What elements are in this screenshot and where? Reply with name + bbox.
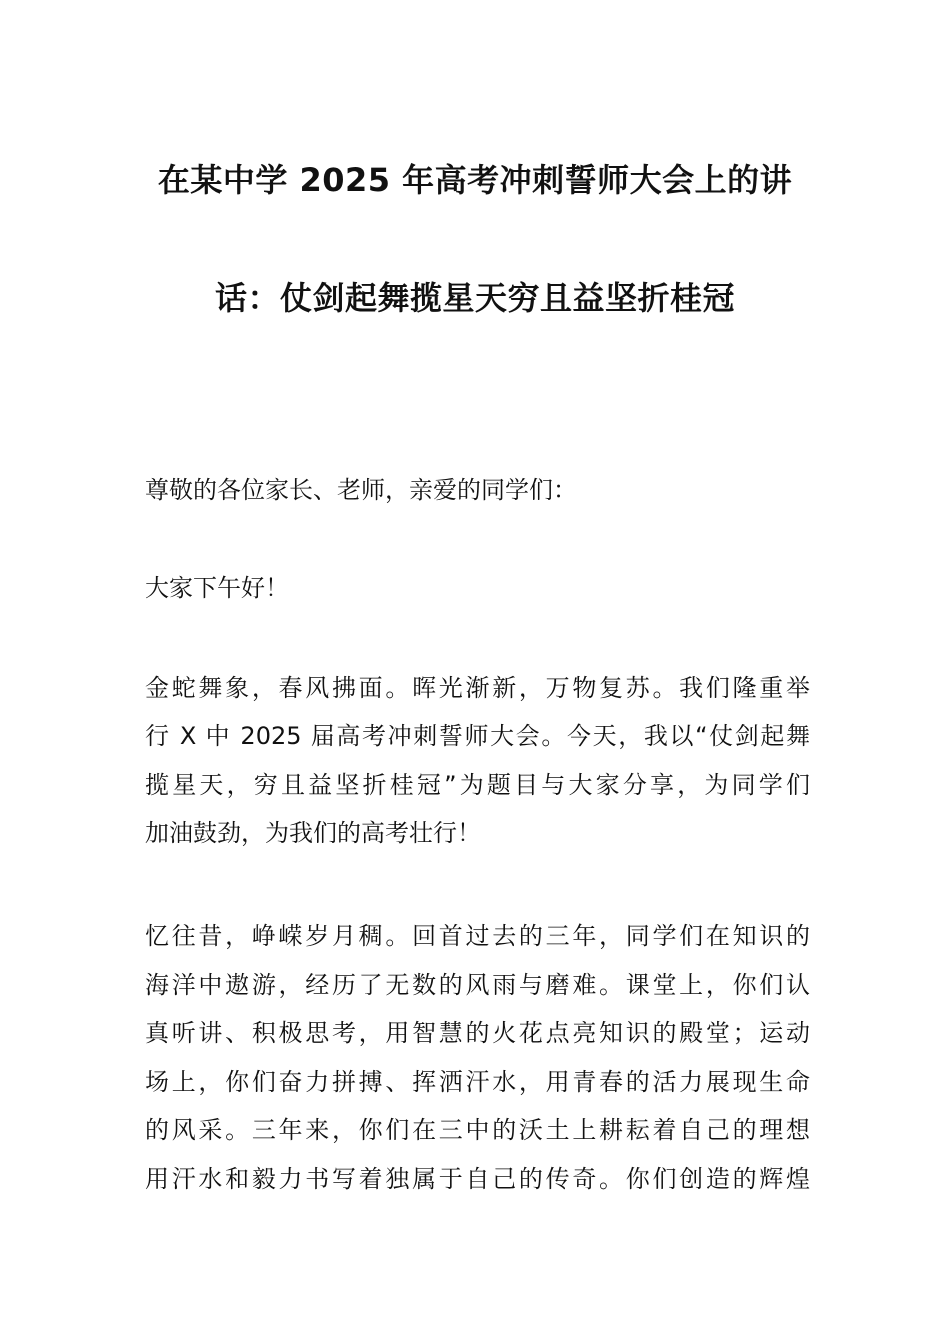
paragraph-1-line: 加油鼓劲，为我们的高考壮行！ [145,819,481,847]
paragraph-2-line: 用汗水和毅力书写着独属于自己的传奇。你们创造的辉煌 [145,1165,810,1193]
paragraph-1-line: 行 X 中 2025 届高考冲刺誓师大会。今天，我以“仗剑起舞 [145,722,810,750]
paragraph-2-line: 真听讲、积极思考，用智慧的火花点亮知识的殿堂；运动 [145,1019,810,1047]
greeting: 尊敬的各位家长、老师，亲爱的同学们： [145,476,577,504]
paragraph-1-line: 金蛇舞象，春风拂面。晖光渐新，万物复苏。我们隆重举 [145,674,810,702]
paragraph-2-line: 海洋中遨游，经历了无数的风雨与磨难。课堂上，你们认 [145,971,810,999]
paragraph-1-line: 揽星天，穷且益坚折桂冠”为题目与大家分享，为同学们 [145,771,810,799]
paragraph-2-line: 忆往昔，峥嵘岁月稠。回首过去的三年，同学们在知识的 [145,922,810,950]
paragraph-2-line: 场上，你们奋力拼搏、挥洒汗水，用青春的活力展现生命 [145,1068,810,1096]
salutation: 大家下午好！ [145,574,289,602]
paragraph-2-line: 的风采。三年来，你们在三中的沃土上耕耘着自己的理想 [145,1116,810,1144]
document-title-line-1: 在某中学 2025 年高考冲刺誓师大会上的讲 [157,161,793,199]
document-title-line-2: 话：仗剑起舞揽星天穷且益坚折桂冠 [214,279,735,317]
